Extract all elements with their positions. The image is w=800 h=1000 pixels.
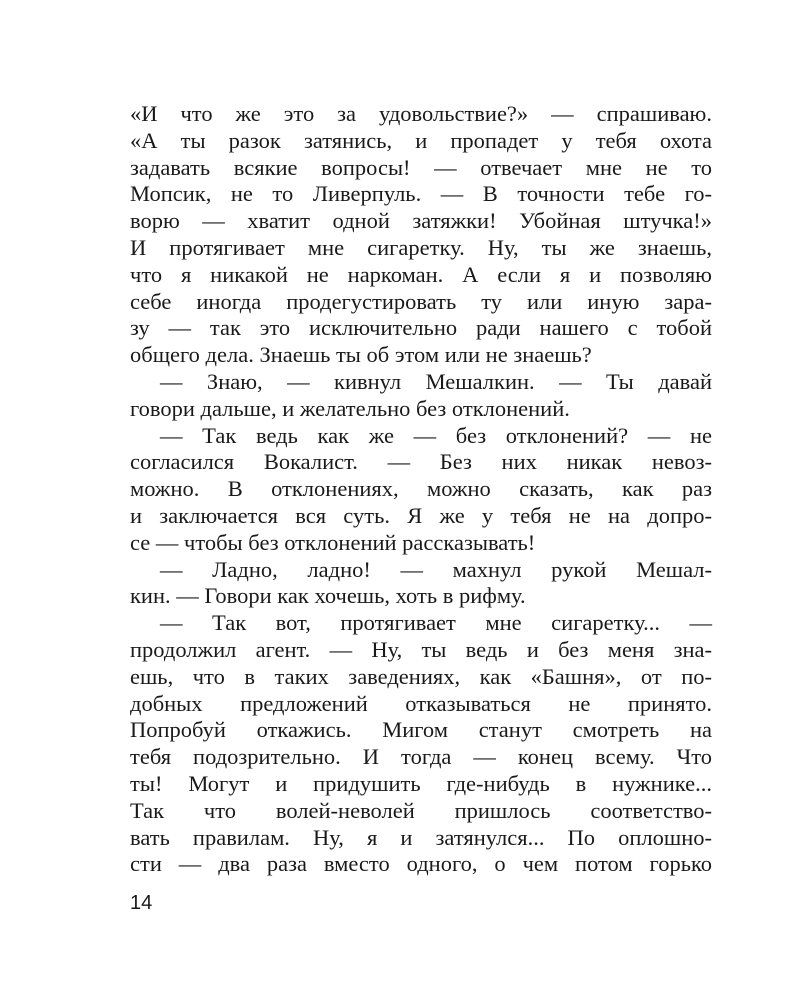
text-line: себе иногда продегустировать ту или иную зара- (130, 288, 712, 314)
text-line: Попробуй откажись. Мигом станут смотреть на (130, 717, 712, 743)
text-line: — Так ведь как же — без отклонений? — не (160, 422, 712, 448)
text-line: — Ладно, ладно! — махнул рукой Мешал- (160, 556, 712, 582)
page-number: 14 (130, 892, 153, 914)
text-line: задавать всякие вопросы! — отвечает мне не то (130, 154, 712, 180)
text-line: ворю — хватит одной затяжки! Убойная штучка!» (130, 208, 712, 234)
text-line: тебя подозрительно. И тогда — конец всему. Что (130, 744, 712, 770)
body-text (130, 101, 712, 878)
text-line: и заключается вся суть. Я же у тебя не на допро- (130, 502, 712, 528)
text-line: Так что волей-неволей пришлось соответство- (130, 797, 712, 823)
text-line: продолжил агент. — Ну, ты ведь и без меня зна- (130, 636, 712, 662)
text-line: «А ты разок затянись, и пропадет у тебя охота (130, 127, 712, 153)
text-line: кин. — Говори как хочешь, хоть в рифму. (130, 583, 526, 609)
text-line: говори дальше, и желательно без отклонений. (130, 395, 570, 421)
text-line: се — чтобы без отклонений рассказывать! (130, 529, 536, 555)
text-line: можно. В отклонениях, можно сказать, как раз (130, 476, 712, 502)
text-line: вать правилам. Ну, я и затянулся... По оплошно- (130, 824, 712, 850)
text-line: «И что же это за удовольствие?» — спрашиваю. (130, 101, 712, 126)
text-line: согласился Вокалист. — Без них никак невоз- (130, 449, 712, 475)
text-line: общего дела. Знаешь ты об этом или не знаешь? (130, 342, 592, 368)
text-line: что я никакой не наркоман. А если я и позволяю (130, 261, 712, 287)
text-line: И протягивает мне сигаретку. Ну, ты же знаешь, (130, 234, 712, 260)
text-line: — Знаю, — кивнул Мешалкин. — Ты давай (160, 368, 712, 394)
text-line: ешь, что в таких заведениях, как «Башня», от по- (130, 663, 712, 689)
text-line: — Так вот, протягивает мне сигаретку... — (160, 610, 712, 636)
text-line: сти — два раза вместо одного, о чем потом горько (130, 851, 712, 877)
text-line: ты! Могут и придушить где-нибудь в нужнике... (130, 770, 712, 796)
text-line: Мопсик, не то Ливерпуль. — В точности тебе го- (130, 181, 712, 207)
text-line: добных предложений отказываться не принято. (130, 690, 712, 716)
text-line: зу — так это исключительно ради нашего с тобой (130, 315, 712, 341)
